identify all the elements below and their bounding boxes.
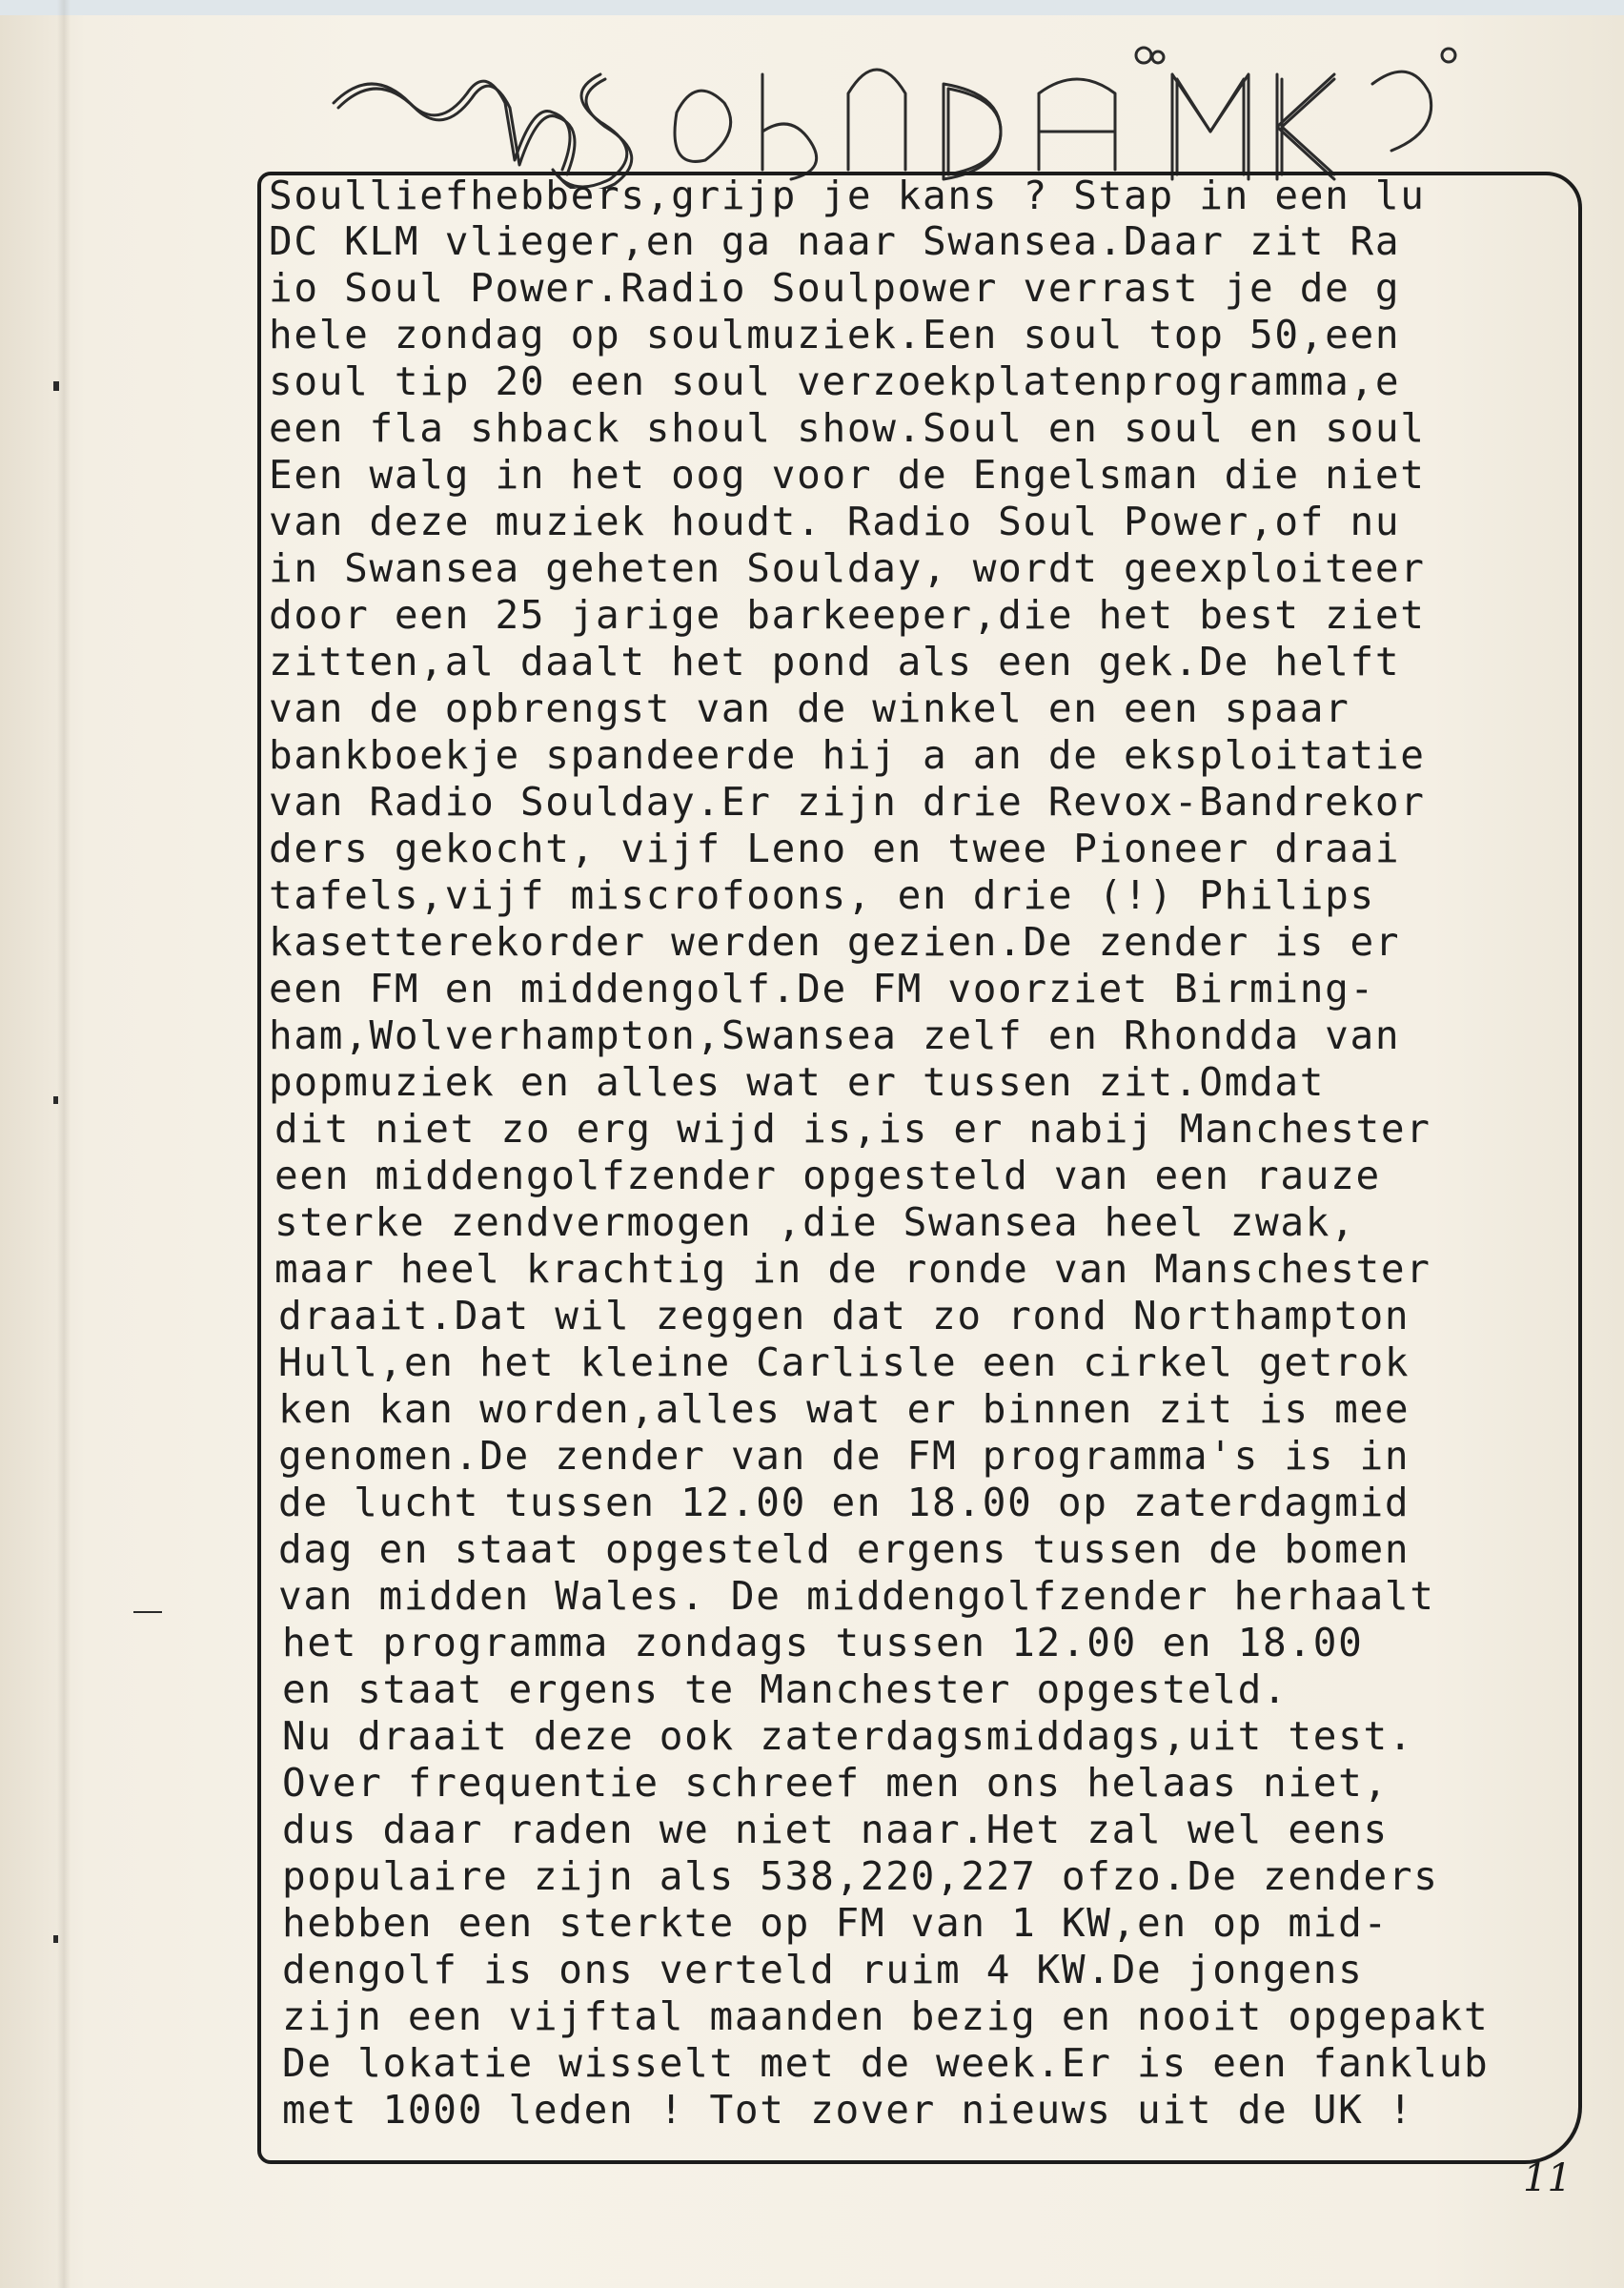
article-line: dengolf is ons verteld ruim 4 KW.De jongens [282,1947,1364,1992]
article-line: een fla shback shoul show.Soul en soul en soul [269,405,1426,451]
article-line: Over frequentie schreef men ons helaas niet, [282,1760,1389,1806]
article-line: bankboekje spandeerde hij a an de eksploitatie [269,732,1426,778]
article-line: io Soul Power.Radio Soulpower verrast je de g [269,265,1401,311]
article-line: het programma zondags tussen 12.00 en 18.00 [282,1620,1364,1665]
article-line: hebben een sterkte op FM van 1 KW,en op mid- [282,1900,1389,1946]
margin-speck [53,1096,58,1104]
article-line: maar heel krachtig in de ronde van Manschester [274,1246,1431,1292]
article-line: van de opbrengst van de winkel en een spaar [269,685,1350,731]
page-number: 11 [1523,2156,1572,2200]
article-line: soul tip 20 een soul verzoekplatenprogramma,e [269,358,1401,404]
article-line: dag en staat opgesteld ergens tussen de bomen [278,1526,1411,1572]
scan-top-edge [0,0,1624,15]
article-line: Hull,en het kleine Carlisle een cirkel getrok [278,1339,1411,1385]
article-line: ken kan worden,alles wat er binnen zit is mee [278,1386,1411,1432]
article-line: de lucht tussen 12.00 en 18.00 op zaterdagmid [278,1480,1411,1525]
article-line: in Swansea geheten Soulday, wordt geexploiteer [269,545,1426,591]
article-line: Nu draait deze ook zaterdagsmiddags,uit test. [282,1713,1414,1759]
article-line: een FM en middengolf.De FM voorziet Birming- [269,966,1375,1011]
article-line: tafels,vijf miscrofoons, en drie (!) Philips [269,872,1375,918]
article-line: kasetterekorder werden gezien.De zender is er [269,919,1401,965]
article-line: ham,Wolverhampton,Swansea zelf en Rhondda van [269,1012,1401,1058]
article-line: van Radio Soulday.Er zijn drie Revox-Bandrekor [269,779,1426,825]
article-line: door een 25 jarige barkeeper,die het best ziet [269,592,1426,638]
page-fold-shadow [57,0,71,2288]
article-line: genomen.De zender van de FM programma's is in [278,1433,1411,1479]
article-line: dit niet zo erg wijd is,is er nabij Manchester [274,1106,1431,1152]
article-line: van deze muziek houdt. Radio Soul Power,of nu [269,499,1401,544]
article-line: en staat ergens te Manchester opgesteld. [282,1666,1289,1712]
article-line: zijn een vijftal maanden bezig en nooit opgepakt [282,1993,1490,2039]
margin-speck [53,381,59,391]
article-line: populaire zijn als 538,220,227 ofzo.De zenders [282,1853,1439,1899]
article-line: draait.Dat wil zeggen dat zo rond Northampton [278,1293,1411,1338]
article-line: een middengolfzender opgesteld van een rauze [274,1153,1381,1198]
article-line: ders gekocht, vijf Leno en twee Pioneer draai [269,826,1401,871]
article-line: hele zondag op soulmuziek.Een soul top 50,een [269,312,1401,358]
article-line: De lokatie wisselt met de week.Er is een fanklub [282,2040,1490,2086]
article-line: popmuziek en alles wat er tussen zit.Omdat [269,1059,1326,1105]
article-line: dus daar raden we niet naar.Het zal wel eens [282,1807,1389,1852]
heading-title [353,53,1544,187]
article-line: met 1000 leden ! Tot zover nieuws uit de UK ! [282,2087,1414,2133]
article-line: zitten,al daalt het pond als een gek.De helft [269,639,1401,684]
article-line: DC KLM vlieger,en ga naar Swansea.Daar zit Ra [269,218,1401,264]
article-line: van midden Wales. De middengolfzender herhaalt [278,1573,1435,1619]
margin-speck [133,1611,162,1613]
article-line: Soulliefhebbers,grijp je kans ? Stap in een lu [269,173,1426,218]
article-line: Een walg in het oog voor de Engelsman die niet [269,452,1426,498]
margin-speck [53,1935,58,1943]
heading-lettering [315,36,1544,189]
article-line: sterke zendvermogen ,die Swansea heel zwak, [274,1199,1356,1245]
